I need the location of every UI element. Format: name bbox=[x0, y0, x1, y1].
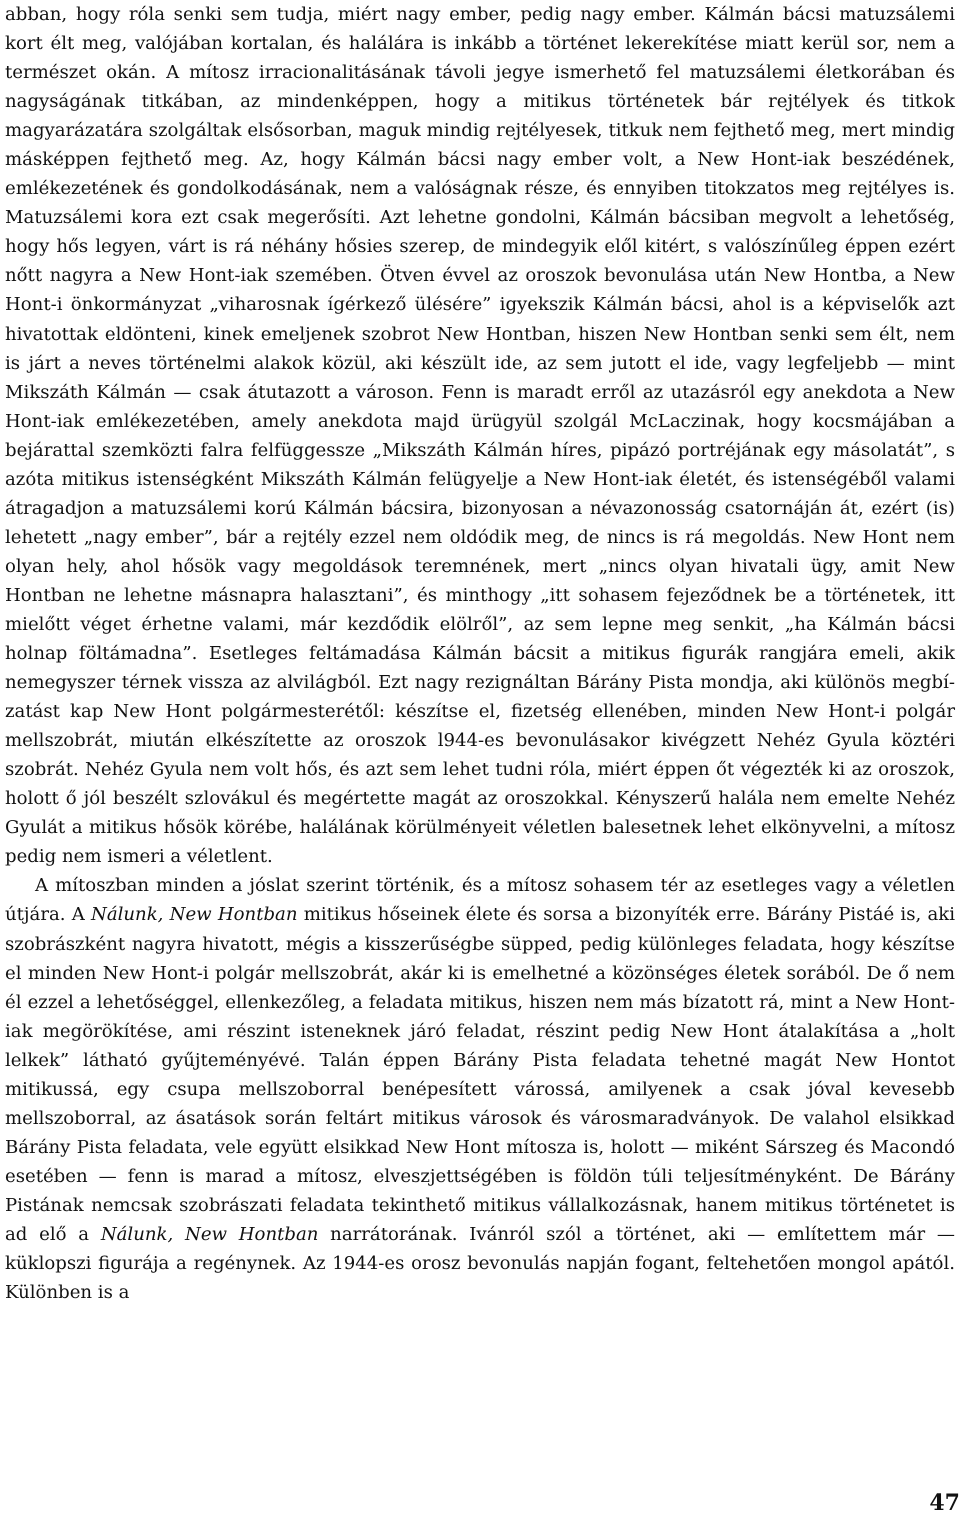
document-page bbox=[5, 0, 955, 1307]
body-paragraph-2 bbox=[5, 871, 955, 1307]
paragraph-2-text-b: mitikus hőseinek élete és sorsa a bizonyíték erre. Bárány Pistáé is, aki szobrászként nagyra hivatott, mégis a kisszerűségbe süpped, pedig különleges feladata, hogy készítse el minden New Hont-i polgár mellszobrát, akár ki is emelhetné a közönséges életek sorából. De ő nem él ezzel a lehetőséggel, ellenkezőleg, a feladata mitikus, hiszen nem más bízatott rá, mint a New Hont-iak megörökítése, ami részint isteneknek járó feladat, részint pedig New Hont átalakítása a „holt lelkek” látható gyűjteményévé. Talán éppen Bárány Pista feladata tehetné magát New Hontot mitikussá, egy csupa mellszoborral benépesített várossá, amilyenek a csak jóval kevesebb mellszoborral, az ásatások során feltárt mitikus városok és városmaradványok. De valahol elsikkad Bárány Pista feladata, vele együtt elsikkad New Hont mítosza is, holott — miként Sárszeg és Macondó esetében — fenn is marad a mítosz, elveszjettségében is földön túli teljesítményként. De Bárány Pistának nemcsak szobrászati feladata tekinthető mitikus vállalkozásnak, hanem mitikus történetet is ad elő a bbox=[5, 904, 955, 1245]
page-number: 47 bbox=[929, 1490, 960, 1516]
paragraph-2-text-a: A mítoszban minden a jóslat szerint történik, és a mítosz sohasem tér az esetleges vagy a véletlen útjára. A bbox=[5, 875, 955, 926]
book-title-italic: Nálunk, New Hontban bbox=[91, 904, 298, 926]
book-title-italic: Nálunk, New Hontban bbox=[100, 1223, 319, 1245]
paragraph-2-text-c: narrátorának. Ivánról szól a történet, aki — említettem már — küklopszi figurája a regénynek. Az 1944-es orosz bevonulás napján fogant, feltehetően mongol apától. Különben is a bbox=[5, 1223, 955, 1304]
body-paragraph-1: abban, hogy róla senki sem tudja, miért nagy ember, pedig nagy ember. Kálmán bácsi matuzsálemi kort élt meg, valójában kortalan, és halálára is inkább a történet lekerekítése miatt kerül sor, nem a természet okán. A mítosz irracionalitásának távoli jegye ismerhető fel matuzsálemi életkorában és nagyságának titkában, az mindenképpen, hogy a mitikus történetek bár rejtélyek és titkok magyarázatára szolgáltak elsősorban, maguk mindig rejtélyesek, titkuk nem fejthető meg, mert mindig másképpen fejthető meg. Az, hogy Kálmán bácsi nagy ember volt, a New Hont-iak beszédének, emlékezetének és gondolkodásának, nem a valóságnak része, és ennyiben titokzatos meg rejtélyes is. Matuzsálemi kora ezt csak megerősíti. Azt lehetne gondolni, Kálmán bácsiban megvolt a lehetőség, hogy hős legyen, várt is rá néhány hősies szerep, de mindegyik elől kitért, s valószínűleg éppen ezért nőtt nagyra a New Hont-iak szemében. Ötven évvel az oroszok bevonulása után New Hontba, a New Hont-i önkormányzat „viharosnak ígérkező ülésére” igyekszik Kálmán bácsi, ahol is a képviselők azt hivatottak eldönteni, kinek emeljenek szobrot New Hontban, hiszen New Hontban senki sem élt, nem is járt a neves történelmi alakok közül, aki készült ide, az sem jutott el ide, vagy legfeljebb — mint Mikszáth Kálmán — csak átutazott a városon. Fenn is maradt erről az utazásról egy anekdota a New Hont-iak emlékezetében, amely anekdota majd ürügyül szolgál McLaczinak, hogy kocsmájában a bejárattal szemközti falra felfüggessze „Mikszáth Kálmán híres, pipázó portréjának egy másolatát”, s azóta mitikus istenségként Mikszáth Kálmán felügyelje a New Hont-iak életét, és istenségéből valami átragadjon a matuzsálemi korú Kálmán bácsira, bizonyosan a névazonosság csatornáján át, ezért (is) lehetett „nagy ember”, bár a rejtély ezzel nem oldódik meg, de nincs is rá megoldás. New Hont nem olyan hely, ahol hősök vagy megoldások teremnének, mert „nincs olyan hivatali ügy, amit New Hontban ne lehetne másnapra halasztani”, és minthogy „itt sohasem fejeződnek be a történetek, itt mielőtt véget érhetne valami, már kezdődik elölről”, az sem lepne meg senkit, „ha Kálmán bácsi holnap föltámadna”. Esetleges feltámadása Kálmán bácsit a mitikus figurák rangjára emeli, akik nemegyszer térnek vissza az alvilágból. Ezt nagy rezignáltan Bárány Pista mondja, aki különös megbízatást kap New Hont polgármesterétől: készítse el, fizetség ellenében, minden New Hont-i polgár mellszobrát, miután elkészítette az oroszok l944-es bevonulásakor kivégzett Nehéz Gyula köztéri szobrát. Nehéz Gyula nem volt hős, és azt sem lehet tudni róla, miért éppen őt végezték ki az oroszok, holott ő jól beszélt szlovákul és megértette magát az oroszokkal. Kényszerű halála nem emelte Nehéz Gyulát a mitikus hősök körébe, halálának körülményeit véletlen balesetnek lehet elkönyvelni, a mítosz pedig nem ismeri a véletlent. bbox=[5, 4, 955, 868]
